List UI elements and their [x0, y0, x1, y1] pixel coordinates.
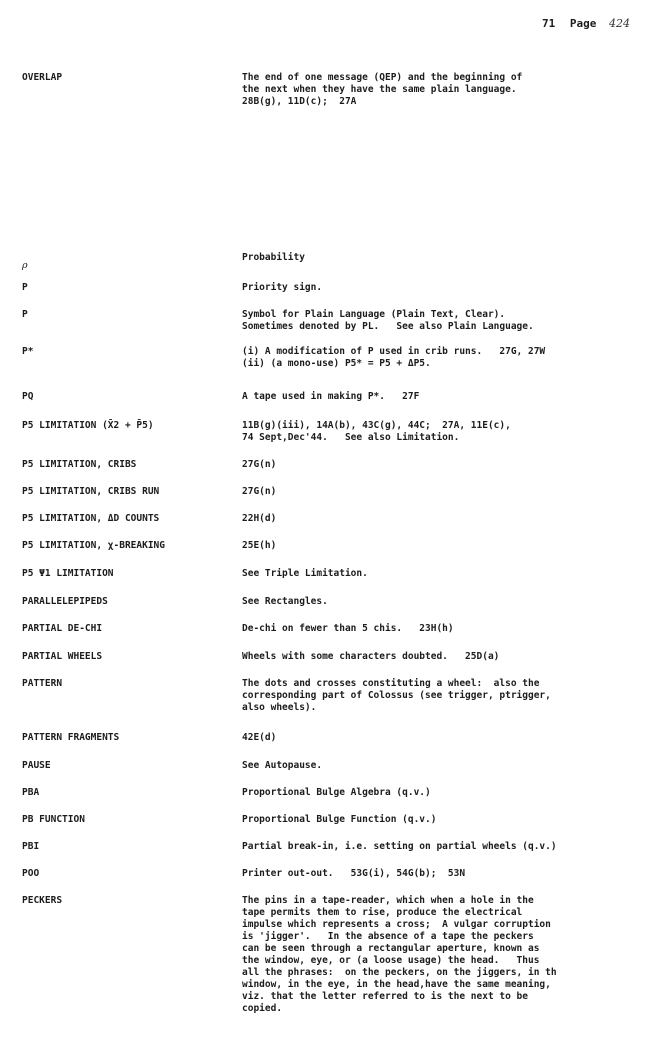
- entry-term: P5 LIMITATION (X̄2 + P̄5): [22, 420, 154, 431]
- entry-term: P*: [22, 346, 34, 357]
- entry-definition: 27G(n): [242, 459, 277, 470]
- entry-term: P: [22, 309, 28, 320]
- entry-definition: 22H(d): [242, 513, 277, 524]
- entry-term: POO: [22, 868, 40, 879]
- entry-term: P: [22, 282, 28, 293]
- page-number: 71: [542, 17, 556, 30]
- entry-term-rho: ρ: [22, 260, 28, 271]
- entry-definition: See Autopause.: [242, 760, 323, 771]
- entry-term: PBI: [22, 841, 40, 852]
- entry-definition: (i) A modification of P used in crib runs. 27G, 27W (ii) (a mono-use) P5* = P5 + ΔP5.: [242, 346, 546, 369]
- entry-definition: De-chi on fewer than 5 chis. 23H(h): [242, 623, 454, 634]
- entry-definition: 27G(n): [242, 486, 277, 497]
- entry-term: P5 LIMITATION, CRIBS RUN: [22, 486, 160, 497]
- entry-definition: Proportional Bulge Algebra (q.v.): [242, 787, 431, 798]
- entry-definition: Partial break-in, i.e. setting on partial wheels (q.v.): [242, 841, 557, 852]
- handwritten-page-number: 424: [609, 17, 630, 30]
- entry-definition: Symbol for Plain Language (Plain Text, Clear). Sometimes denoted by PL. See also Plain Language.: [242, 309, 534, 332]
- entry-term: P5 LIMITATION, CRIBS: [22, 459, 137, 470]
- entry-term: PATTERN: [22, 678, 63, 689]
- entry-term: PATTERN FRAGMENTS: [22, 732, 120, 743]
- page-label: Page: [569, 17, 597, 30]
- entry-term: P5 LIMITATION, χ-BREAKING: [22, 540, 165, 551]
- entry-definition: Probability: [242, 252, 305, 263]
- entry-term: PECKERS: [22, 895, 63, 906]
- entry-definition: The pins in a tape-reader, which when a hole in the tape permits them to rise, produce the electrical impulse which represents a cross; A vulgar corruption is 'jigger'. In the absence of a tape the peckers can be seen through a rectangular aperture, known as the window, eye, or (a loose usage) the head. Thus all the phrases: on the peckers, on the jiggers, in th window, in the eye, in the head,have the same meaning, viz. that the letter referred to is the next to be copied.: [242, 895, 557, 1014]
- entry-term: P5 LIMITATION, ΔD COUNTS: [22, 513, 160, 524]
- entry-term: PAUSE: [22, 760, 51, 771]
- entry-definition: A tape used in making P*. 27F: [242, 391, 420, 402]
- entry-term: P5 Ψ1 LIMITATION: [22, 568, 114, 579]
- page-header: [542, 17, 630, 30]
- entry-definition: The dots and crosses constituting a wheel: also the corresponding part of Colossus (see trigger, ptrigger, also wheels).: [242, 678, 551, 713]
- entry-term: PQ: [22, 391, 34, 402]
- entry-term: OVERLAP: [22, 72, 63, 83]
- entry-definition: See Rectangles.: [242, 596, 328, 607]
- entry-definition: 25E(h): [242, 540, 277, 551]
- entry-definition: Printer out-out. 53G(i), 54G(b); 53N: [242, 868, 466, 879]
- entry-definition: 42E(d): [242, 732, 277, 743]
- entry-definition: Proportional Bulge Function (q.v.): [242, 814, 437, 825]
- entry-term: PB FUNCTION: [22, 814, 85, 825]
- entry-definition: See Triple Limitation.: [242, 568, 368, 579]
- entry-term: PARALLELEPIPEDS: [22, 596, 108, 607]
- entry-definition: The end of one message (QEP) and the beginning of the next when they have the same plain language. 28B(g), 11D(c); 27A: [242, 72, 523, 107]
- entry-definition: Wheels with some characters doubted. 25D(a): [242, 651, 500, 662]
- entry-definition: 11B(g)(iii), 14A(b), 43C(g), 44C; 27A, 11E(c), 74 Sept,Dec'44. See also Limitation.: [242, 420, 511, 443]
- entry-term: PARTIAL WHEELS: [22, 651, 103, 662]
- entry-term: PARTIAL DE-CHI: [22, 623, 103, 634]
- entry-definition: Priority sign.: [242, 282, 323, 293]
- entry-term: PBA: [22, 787, 40, 798]
